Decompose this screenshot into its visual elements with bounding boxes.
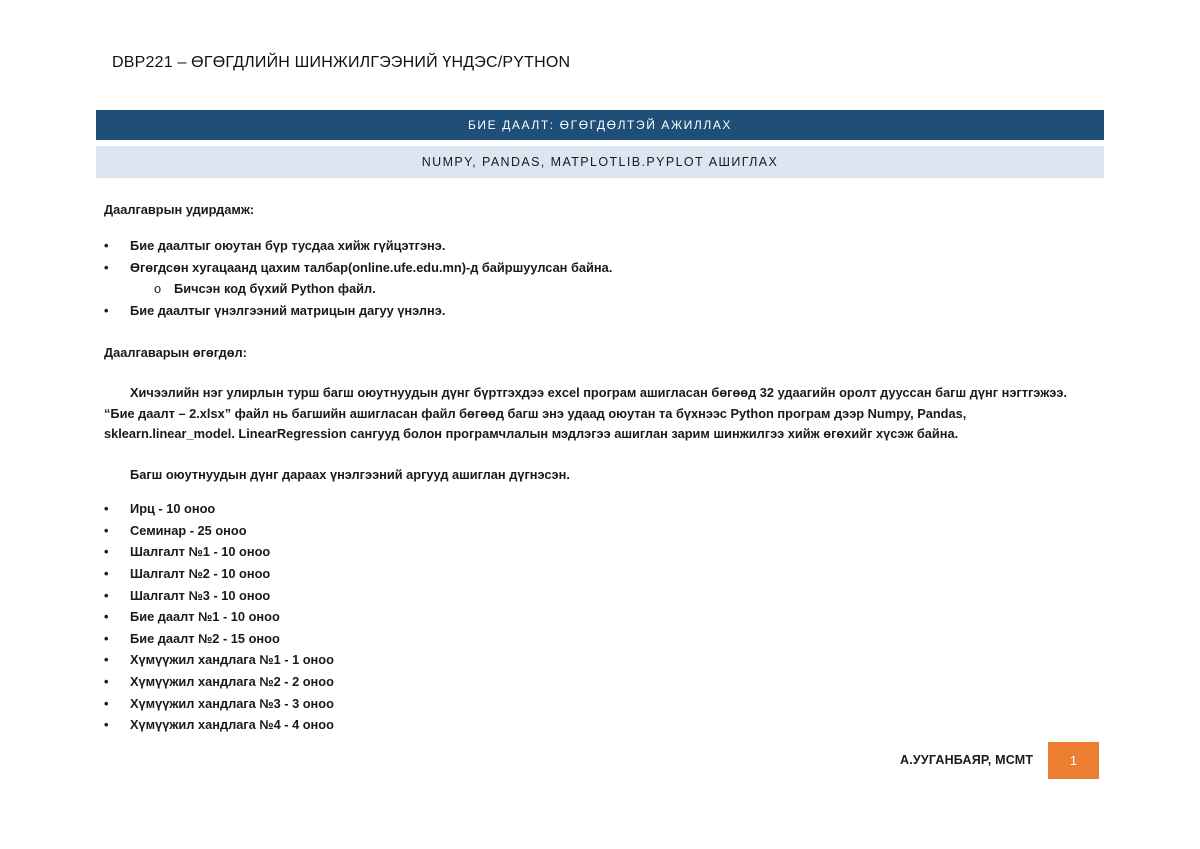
instructions-label: Даалгаврын удирдамж:	[104, 202, 255, 217]
list-item	[104, 628, 1094, 650]
bullet-icon: •	[104, 501, 109, 517]
list-item-text: Хүмүүжил хандлага №3 - 3 оноо	[130, 695, 334, 711]
list-item	[104, 671, 1094, 693]
list-item	[104, 693, 1094, 715]
list-item	[104, 563, 1094, 585]
list-item	[104, 257, 1094, 279]
list-item-text: Бие даалт №2 - 15 оноо	[130, 630, 280, 646]
bullet-icon: •	[104, 587, 109, 603]
task-paragraph: Хичээлийн нэг улирлын турш багш оюутнуудын дүнг бүртгэхдээ excel програм ашигласан бөгөөд 32 удаагийн оролт дууссан багш дүнг нэгтгэжээ. “Бие даалт – 2.xlsx” файл нь багшийн ашигласан файл бөгөөд багш энэ удаад оюутан та бүхнээс Python програм дээр Numpy, Pandas, sklearn.linear_model. LinearRegression сангууд болон програмчлалын мэдлэгээ ашиглан зарим шинжилгээ хийж өгөхийг хүсэж байна.	[104, 385, 1067, 441]
list-item-text: Өгөгдсөн хугацаанд цахим талбар(online.ufe.edu.mn)-д байршуулсан байна.	[130, 259, 613, 275]
list-item-text: Шалгалт №3 - 10 оноо	[130, 587, 271, 603]
grading-intro: Багш оюутнуудын дүнг дараах үнэлгээний аргууд ашиглан дүгнэсэн.	[130, 467, 570, 483]
list-item	[104, 585, 1094, 607]
bullet-icon: •	[104, 566, 109, 582]
list-item-text: Шалгалт №1 - 10 оноо	[130, 544, 271, 560]
list-item-text: Хүмүүжил хандлага №4 - 4 оноо	[130, 717, 334, 733]
sub-list-item	[104, 278, 1094, 300]
assignment-subtitle-banner: NUMPY, PANDAS, MATPLOTLIB.PYPLOT АШИГЛАХ	[96, 146, 1104, 178]
list-item	[104, 649, 1094, 671]
list-item-text: Бичсэн код бүхий Python файл.	[174, 281, 376, 297]
list-item	[104, 498, 1094, 520]
list-item-text: Семинар - 25 оноо	[130, 522, 247, 538]
bullet-icon: •	[104, 259, 109, 275]
list-item-text: Хүмүүжил хандлага №2 - 2 оноо	[130, 674, 334, 690]
assignment-title-banner: БИЕ ДААЛТ: ӨГӨГДӨЛТЭЙ АЖИЛЛАХ	[96, 110, 1104, 140]
list-item	[104, 520, 1094, 542]
bullet-icon: •	[104, 630, 109, 646]
list-item	[104, 235, 1094, 257]
bullet-icon: •	[104, 609, 109, 625]
task-label: Даалгаварын өгөгдөл:	[104, 345, 247, 361]
list-item-text: Бие даалтыг оюутан бүр тусдаа хийж гүйцэтгэнэ.	[130, 238, 446, 253]
course-title: DBP221 – ӨГӨГДЛИЙН ШИНЖИЛГЭЭНИЙ ҮНДЭС/PYTHON	[112, 54, 571, 71]
list-item-text: Хүмүүжил хандлага №1 - 1 оноо	[130, 652, 334, 668]
bullet-icon: •	[104, 695, 109, 711]
bullet-icon: •	[104, 544, 109, 560]
list-item-text: Бие даалт №1 - 10 оноо	[130, 609, 280, 625]
bullet-icon: •	[104, 522, 109, 538]
bullet-icon: •	[104, 717, 109, 733]
bullet-icon: •	[104, 302, 109, 318]
bullet-icon: •	[104, 674, 109, 690]
footer-author: А.УУГАНБАЯР, МСМТ	[900, 753, 1034, 767]
list-item-text: Ирц - 10 оноо	[130, 501, 216, 517]
list-item	[104, 541, 1094, 563]
page-number-badge: 1	[1048, 742, 1099, 779]
grading-list	[104, 498, 1094, 736]
instructions-list	[104, 235, 1094, 321]
bullet-icon: •	[104, 238, 109, 253]
document-body	[104, 201, 1094, 736]
list-item-text: Бие даалтыг үнэлгээний матрицын дагуу үнэлнэ.	[130, 302, 446, 318]
bullet-icon: •	[104, 652, 109, 668]
list-item-text: Шалгалт №2 - 10 оноо	[130, 566, 271, 582]
list-item	[104, 714, 1094, 736]
list-item	[104, 300, 1094, 322]
list-item	[104, 606, 1094, 628]
circle-bullet-icon: o	[154, 281, 162, 297]
